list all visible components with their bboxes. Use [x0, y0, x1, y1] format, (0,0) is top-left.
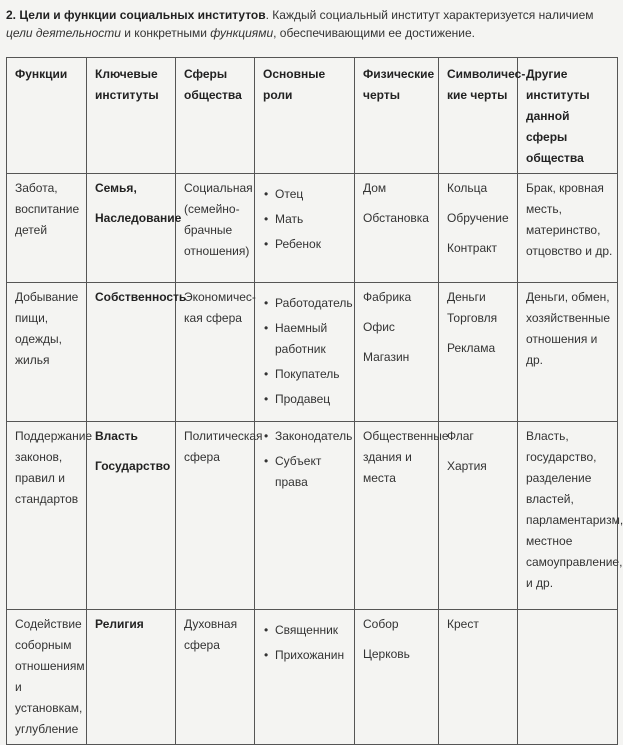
physical-item: Магазин — [363, 350, 410, 364]
cell-function: Содействие соборным отношениям и установкам, углубление — [7, 610, 87, 745]
cell-function: Забота, воспитание детей — [7, 174, 87, 283]
cell-function: Поддержание законов, правил и стандартов — [7, 422, 87, 610]
list-item: • Священник — [275, 620, 350, 641]
cell-roles — [255, 283, 355, 422]
list-item: • Законодатель — [275, 426, 350, 447]
table-header-row — [7, 58, 618, 174]
physical-item: Обстановка — [363, 211, 429, 225]
cell-institution — [87, 422, 176, 610]
table-row — [7, 610, 618, 745]
symbolic-item: Контракт — [447, 241, 498, 255]
roles-list — [263, 620, 350, 666]
symbolic-item: Обручение — [447, 211, 509, 225]
header-other-institutions: Другие институты данной сферы общества — [518, 58, 618, 174]
header-symbolic-traits: Символичес-кие черты — [439, 58, 518, 174]
cell-sphere: Социальная (семейно-брачные отношения) — [176, 174, 255, 283]
intro-text-3: , обеспечивающими ее достижение. — [273, 26, 475, 40]
list-item: • Работодатель — [275, 293, 350, 314]
cell-symbolic — [439, 283, 518, 422]
physical-item: Собор — [363, 617, 399, 631]
section-number: 2. — [6, 8, 17, 22]
roles-list — [263, 184, 350, 255]
institution-name: Наследование — [95, 211, 182, 225]
header-functions: Функции — [7, 58, 87, 174]
intro-text-2: и конкретными — [120, 26, 211, 40]
header-physical-traits: Физические черты — [355, 58, 439, 174]
institution-name: Религия — [95, 617, 144, 631]
symbolic-item: Торговля — [447, 311, 498, 325]
intro-paragraph — [6, 6, 611, 42]
physical-item: Офис — [363, 320, 395, 334]
symbolic-item: Флаг — [447, 429, 474, 443]
cell-sphere: Духовная сфера — [176, 610, 255, 745]
intro-text-1: . Каждый социальный институт характеризуется наличием — [265, 8, 594, 22]
institution-name: Семья, — [95, 181, 137, 195]
cell-physical: Общественные здания и места — [355, 422, 439, 610]
symbolic-item: Крест — [447, 617, 479, 631]
cell-institution — [87, 174, 182, 283]
cell-roles — [255, 174, 355, 283]
cell-roles — [255, 422, 355, 610]
physical-item: Церковь — [363, 647, 410, 661]
list-item: • Наемный работник — [275, 318, 350, 360]
table-row — [7, 174, 618, 283]
symbolic-item: Деньги — [447, 290, 486, 304]
table-row — [7, 422, 618, 610]
cell-symbolic — [439, 422, 518, 610]
cell-other: Деньги, обмен, хозяйственные отношения и др. — [518, 283, 618, 422]
list-item: • Субъект права — [275, 451, 350, 493]
cell-institution — [87, 610, 176, 745]
cell-roles — [255, 610, 355, 745]
list-item: • Прихожанин — [275, 645, 350, 666]
header-spheres: Сферы общества — [176, 58, 255, 174]
intro-emphasis-goal: цели деятельности — [6, 26, 121, 40]
section-heading: Цели и функции социальных институтов — [19, 8, 266, 22]
list-item: • Мать — [275, 209, 350, 230]
header-main-roles: Основные роли — [255, 58, 355, 174]
cell-physical — [355, 174, 439, 283]
cell-physical — [355, 283, 439, 422]
list-item: • Ребенок — [275, 234, 350, 255]
institution-name: Собственность — [95, 290, 187, 304]
cell-symbolic — [439, 174, 518, 283]
cell-sphere: Экономичес-кая сфера — [176, 283, 255, 422]
cell-other: Брак, кровная месть, материнство, отцовство и др. — [518, 174, 618, 283]
symbolic-item: Кольца — [447, 181, 488, 195]
symbolic-item: Хартия — [447, 459, 487, 473]
physical-item: Дом — [363, 181, 387, 195]
institution-name: Государство — [95, 459, 171, 473]
cell-sphere: Политическая сфера — [176, 422, 255, 610]
institution-name: Власть — [95, 429, 138, 443]
list-item: • Покупатель — [275, 364, 350, 385]
symbolic-item: Реклама — [447, 341, 496, 355]
cell-symbolic — [439, 610, 518, 745]
table-row — [7, 283, 618, 422]
roles-list — [263, 426, 353, 493]
roles-list — [263, 293, 353, 410]
physical-item: Фабрика — [363, 290, 412, 304]
list-item: • Отец — [275, 184, 350, 205]
header-key-institutions: Ключевые институты — [87, 58, 176, 174]
cell-other: Власть, государство, разделение властей, парламентаризм, местное самоуправление, и др. — [518, 422, 618, 610]
cell-other — [518, 610, 618, 745]
cell-physical — [355, 610, 439, 745]
list-item: • Продавец — [275, 389, 350, 410]
intro-emphasis-functions: функциями — [210, 26, 274, 40]
institutions-table — [6, 57, 623, 745]
cell-institution — [87, 283, 187, 422]
cell-function: Добывание пищи, одежды, жилья — [7, 283, 87, 422]
